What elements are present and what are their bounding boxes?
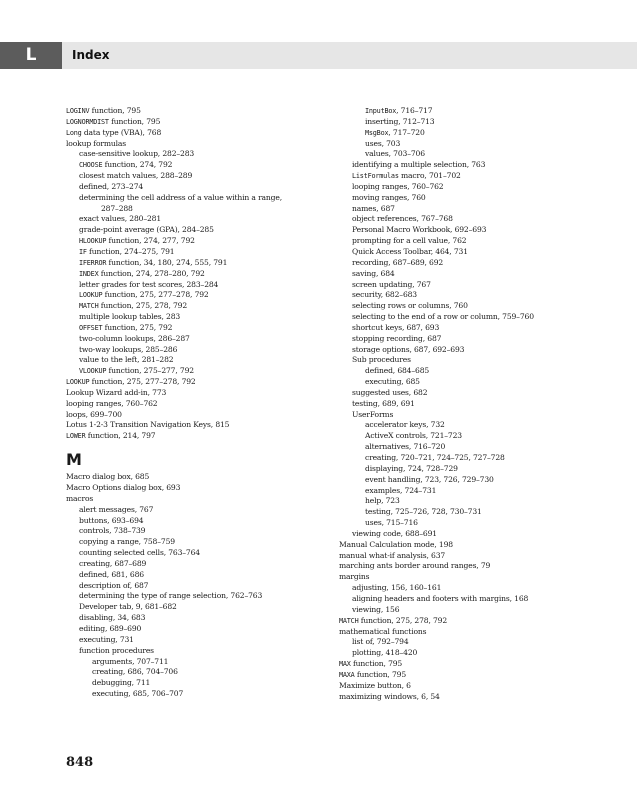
index-entry	[66, 258, 341, 269]
function-name: Long	[66, 128, 82, 137]
entry-text: aligning headers and footers with margins, 168	[352, 593, 529, 603]
entry-text: uses, 703	[365, 138, 401, 148]
entry-text: Macro Options dialog box, 693	[66, 483, 181, 492]
index-entry	[66, 388, 341, 399]
entry-text: function, 275, 278, 792	[98, 301, 188, 311]
entry-text: buttons, 693–694	[79, 515, 144, 525]
function-name: LOGINV	[66, 107, 90, 115]
index-entry	[339, 518, 629, 529]
entry-text: macros	[66, 493, 94, 503]
index-entry	[339, 388, 629, 399]
entry-text: function, 275, 277–278, 792	[89, 377, 196, 387]
index-entry	[66, 301, 341, 312]
entry-text: event handling, 723, 726, 729–730	[365, 474, 494, 484]
index-entry	[66, 106, 341, 117]
entry-text: examples, 724–731	[365, 485, 437, 495]
function-name: ListFormulas	[352, 172, 399, 181]
index-entry	[66, 193, 341, 215]
entry-text: testing, 689, 691	[352, 398, 415, 408]
entry-text: function, 795	[89, 106, 141, 115]
index-entries-m-continued	[339, 106, 629, 702]
entry-text: counting selected cells, 763–764	[79, 548, 200, 558]
entry-text: function, 214, 797	[85, 431, 156, 441]
index-entries-l	[66, 106, 341, 442]
index-entry	[66, 505, 341, 516]
index-entry	[339, 540, 629, 551]
entry-text: Personal Macro Workbook, 692–693	[352, 225, 487, 235]
index-entry	[339, 572, 629, 583]
page-number: 848	[66, 755, 94, 770]
index-entry	[339, 290, 629, 301]
entry-text: function, 275, 277–278, 792	[102, 290, 209, 300]
function-name: VLOOKUP	[79, 367, 107, 376]
entry-text: saving, 684	[352, 268, 395, 278]
function-name: HLOOKUP	[79, 237, 107, 246]
entry-text: Lookup Wizard add-in, 773	[66, 387, 167, 397]
entry-text: function, 275–277, 792	[106, 366, 194, 376]
index-entry	[66, 312, 341, 323]
index-entry	[66, 657, 341, 668]
entry-text: executing, 685	[365, 377, 420, 387]
index-entry	[66, 280, 341, 291]
index-entry	[66, 160, 341, 171]
index-entry	[66, 548, 341, 559]
index-entry	[339, 323, 629, 334]
section-letter-tab: L	[0, 42, 62, 69]
entry-text: marching ants border around ranges, 79	[339, 561, 491, 571]
function-name: CHOOSE	[79, 161, 103, 170]
index-entry	[339, 410, 629, 421]
index-entry	[339, 561, 629, 572]
entry-text: function, 274–275, 791	[86, 246, 175, 256]
index-entry	[66, 182, 341, 193]
index-entry	[339, 637, 629, 648]
index-entry	[66, 591, 341, 602]
index-entry	[66, 559, 341, 570]
index-entry	[339, 301, 629, 312]
entry-text: function, 795	[354, 669, 407, 679]
index-entry	[66, 613, 341, 624]
index-entry	[339, 529, 629, 540]
index-entry	[66, 494, 341, 505]
index-entry	[66, 678, 341, 689]
index-entry	[339, 475, 629, 486]
index-entry	[339, 464, 629, 475]
entry-text: determining the cell address of a value within a range,	[79, 192, 282, 202]
entry-text: storage options, 687, 692–693	[352, 344, 465, 354]
index-entry	[66, 602, 341, 613]
index-entry	[339, 377, 629, 388]
entry-text: Manual Calculation mode, 198	[339, 539, 453, 549]
index-entry	[66, 290, 341, 301]
entry-text: viewing, 156	[352, 604, 400, 614]
index-entry	[339, 627, 629, 638]
index-entry	[66, 128, 341, 139]
entry-text: description of, 687	[79, 580, 149, 590]
entry-text: security, 682–683	[352, 290, 417, 300]
index-entry	[339, 616, 629, 627]
entry-text: function, 34, 180, 274, 555, 791	[106, 257, 228, 267]
index-entry	[339, 182, 629, 193]
entry-text: mathematical functions	[339, 626, 427, 636]
index-entry	[339, 507, 629, 518]
index-entry	[66, 581, 341, 592]
entry-text: function, 275, 792	[102, 322, 173, 332]
entry-text: defined, 273–274	[79, 181, 144, 191]
index-entry	[339, 366, 629, 377]
entry-text: UserForms	[352, 409, 394, 419]
index-entry	[66, 431, 341, 442]
entry-text: function, 274, 792	[102, 160, 173, 170]
entry-text: recording, 687–689, 692	[352, 257, 444, 267]
function-name: LOOKUP	[79, 291, 103, 300]
entry-text: names, 687	[352, 203, 395, 213]
index-entry	[339, 128, 629, 139]
index-entry	[66, 236, 341, 247]
entry-text: suggested uses, 682	[352, 387, 428, 397]
entry-text: plotting, 418–420	[352, 648, 418, 658]
entry-text: identifying a multiple selection, 763	[352, 160, 486, 170]
index-entry	[339, 659, 629, 670]
index-entry	[339, 193, 629, 204]
entry-text: case-sensitive lookup, 282–283	[79, 149, 195, 159]
entry-text: screen updating, 767	[352, 279, 431, 289]
entry-text: loops, 699–700	[66, 409, 122, 419]
function-name: IF	[79, 247, 87, 256]
entry-text: creating, 687–689	[79, 558, 147, 568]
entry-text: letter grades for test scores, 283–284	[79, 279, 219, 289]
index-entry	[339, 551, 629, 562]
index-entry	[339, 269, 629, 280]
function-name: MATCH	[79, 302, 99, 311]
index-entry	[66, 247, 341, 258]
entry-text: prompting for a cell value, 762	[352, 236, 467, 246]
index-entry	[66, 420, 341, 431]
function-name: LOOKUP	[66, 378, 90, 387]
index-entry	[66, 139, 341, 150]
entry-text: copying a range, 758–759	[79, 537, 175, 547]
index-entry	[339, 139, 629, 150]
index-entry	[66, 624, 341, 635]
index-entry	[66, 269, 341, 280]
index-entry	[339, 648, 629, 659]
index-entry	[339, 486, 629, 497]
entry-text: arguments, 707–711	[92, 656, 169, 666]
entry-text: debugging, 711	[92, 678, 151, 688]
entry-text: stopping recording, 687	[352, 333, 442, 343]
index-entry	[66, 225, 341, 236]
index-entry	[339, 258, 629, 269]
entry-text: alert messages, 767	[79, 504, 154, 514]
index-entry	[66, 334, 341, 345]
entry-text: margins	[339, 572, 370, 582]
function-name: OFFSET	[79, 323, 103, 332]
entry-text: two-way lookups, 285–286	[79, 344, 178, 354]
index-entry	[66, 399, 341, 410]
entry-text: adjusting, 156, 160–161	[352, 583, 442, 593]
index-entry	[66, 516, 341, 527]
index-entry	[66, 537, 341, 548]
entry-text: object references, 767–768	[352, 214, 453, 224]
entry-text: shortcut keys, 687, 693	[352, 322, 440, 332]
index-entry	[339, 345, 629, 356]
index-entry	[339, 594, 629, 605]
entry-text: editing, 689–690	[79, 623, 142, 633]
index-entry	[66, 410, 341, 421]
entry-text: lookup formulas	[66, 138, 127, 148]
index-entry	[339, 160, 629, 171]
entry-text: defined, 681, 686	[79, 569, 144, 579]
index-entry	[66, 355, 341, 366]
entry-text: looping ranges, 760–762	[352, 181, 444, 191]
entry-text-continued: 287–288	[101, 203, 133, 213]
index-entry	[66, 667, 341, 678]
index-entry	[339, 692, 629, 703]
index-entry	[66, 472, 341, 483]
function-name: LOWER	[66, 432, 86, 441]
index-entry	[339, 670, 629, 681]
entry-text: function, 795	[350, 659, 403, 669]
entry-text: ActiveX controls, 721–723	[365, 431, 462, 441]
entry-text: Developer tab, 9, 681–682	[79, 602, 177, 612]
index-entry	[66, 149, 341, 160]
entry-text: moving ranges, 760	[352, 192, 426, 202]
entry-text: Macro dialog box, 685	[66, 472, 150, 482]
entry-text: defined, 684–685	[365, 366, 430, 376]
entry-text: displaying, 724, 728–729	[365, 463, 458, 473]
index-entry	[66, 214, 341, 225]
entry-text: controls, 738–739	[79, 526, 146, 536]
function-name: MAXA	[339, 670, 355, 679]
entry-text: maximizing windows, 6, 54	[339, 691, 440, 701]
index-entry	[339, 681, 629, 692]
index-entry	[66, 635, 341, 646]
index-entry	[339, 399, 629, 410]
index-entry	[66, 483, 341, 494]
index-entry	[339, 605, 629, 616]
index-entry	[66, 377, 341, 388]
entry-text: values, 703–706	[365, 149, 425, 159]
index-entry	[339, 334, 629, 345]
entry-text: function, 274, 278–280, 792	[98, 268, 205, 278]
index-entry	[66, 345, 341, 356]
entry-text: uses, 715–716	[365, 518, 418, 528]
function-name: INDEX	[79, 269, 99, 278]
entry-text: alternatives, 716–720	[365, 442, 446, 452]
entry-text: Maximize button, 6	[339, 680, 411, 690]
function-name: IFERROR	[79, 258, 107, 267]
index-entry	[339, 149, 629, 160]
index-entry	[339, 312, 629, 323]
index-entry	[66, 646, 341, 657]
function-name: MATCH	[339, 616, 359, 625]
index-entry	[66, 117, 341, 128]
section-heading-m: M	[66, 450, 82, 470]
entry-text: function, 274, 277, 792	[106, 236, 195, 246]
index-entry	[339, 247, 629, 258]
index-entry	[66, 526, 341, 537]
index-entry	[339, 171, 629, 182]
entry-text: macro, 701–702	[398, 171, 461, 181]
index-entry	[66, 689, 341, 700]
entry-text: creating, 686, 704–706	[92, 667, 178, 677]
entry-text: , 717–720	[388, 127, 425, 137]
entry-text: exact values, 280–281	[79, 214, 162, 224]
entry-text: selecting to the end of a row or column, 759–760	[352, 312, 534, 322]
index-entry	[339, 420, 629, 431]
function-name: LOGNORMDIST	[66, 117, 109, 126]
index-column-left	[66, 106, 341, 700]
index-entry	[339, 236, 629, 247]
index-entries-m	[66, 472, 341, 700]
entry-text: manual what-if analysis, 637	[339, 550, 446, 560]
entry-text: viewing code, 688–691	[352, 528, 437, 538]
index-entry	[66, 570, 341, 581]
entry-text: executing, 685, 706–707	[92, 689, 184, 699]
entry-text: two-column lookups, 286–287	[79, 333, 190, 343]
entry-text: disabling, 34, 683	[79, 613, 146, 623]
entry-text: executing, 731	[79, 634, 134, 644]
index-entry	[339, 583, 629, 594]
entry-text: closest match values, 288–289	[79, 171, 193, 181]
entry-text: , 716–717	[396, 106, 433, 115]
index-entry	[339, 204, 629, 215]
index-entry	[339, 496, 629, 507]
entry-text: inserting, 712–713	[365, 116, 435, 126]
function-name: InputBox	[365, 107, 397, 115]
entry-text: grade-point average (GPA), 284–285	[79, 225, 214, 235]
index-entry	[339, 355, 629, 366]
entry-text: function procedures	[79, 645, 154, 655]
index-entry	[66, 366, 341, 377]
index-entry	[66, 323, 341, 334]
index-entry	[339, 225, 629, 236]
entry-text: Quick Access Toolbar, 464, 731	[352, 246, 468, 256]
index-entry	[339, 453, 629, 464]
function-name: MAX	[339, 660, 351, 669]
function-name: MsgBox	[365, 128, 389, 137]
entry-text: data type (VBA), 768	[81, 127, 162, 137]
entry-text: Sub procedures	[352, 355, 411, 365]
index-entry	[339, 431, 629, 442]
index-entry	[339, 117, 629, 128]
index-entry	[339, 214, 629, 225]
entry-text: determining the type of range selection, 762–763	[79, 591, 263, 601]
index-column-right	[339, 106, 629, 702]
entry-text: testing, 725–726, 728, 730–731	[365, 507, 482, 517]
entry-text: creating, 720–721, 724–725, 727–728	[365, 453, 505, 462]
entry-text: accelerator keys, 732	[365, 420, 445, 430]
index-entry	[339, 442, 629, 453]
entry-text: selecting rows or columns, 760	[352, 301, 468, 311]
entry-text: looping ranges, 760–762	[66, 398, 158, 408]
entry-text: multiple lookup tables, 283	[79, 312, 181, 322]
page-title: Index	[72, 48, 110, 62]
entry-text: value to the left, 281–282	[79, 355, 174, 365]
entry-text: function, 275, 278, 792	[358, 615, 448, 625]
entry-text: list of, 792–794	[352, 637, 409, 647]
index-entry	[339, 106, 629, 117]
index-entry	[339, 280, 629, 291]
entry-text: Lotus 1-2-3 Transition Navigation Keys, 815	[66, 420, 230, 430]
entry-text: function, 795	[108, 116, 161, 126]
entry-text: help, 723	[365, 496, 400, 506]
index-entry	[66, 171, 341, 182]
